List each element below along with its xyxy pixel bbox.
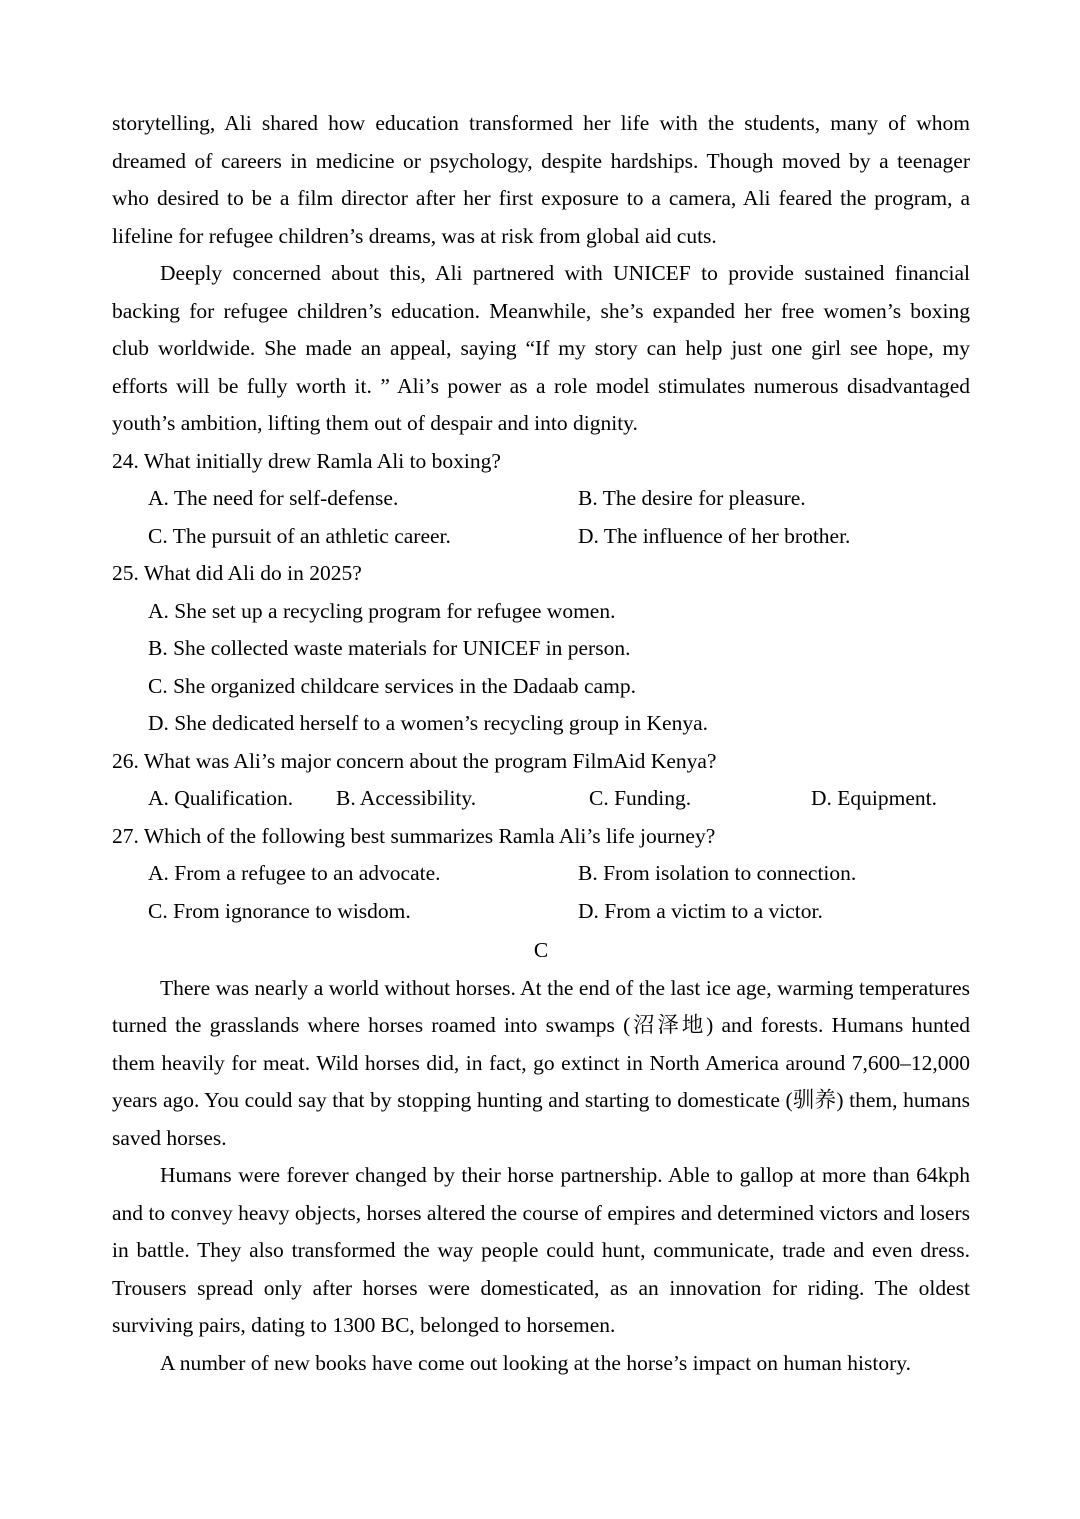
section-c-label: C [533, 938, 549, 962]
question-27-option-b[interactable]: B. From isolation to connection. [578, 861, 857, 885]
question-25 [112, 555, 970, 743]
question-25-stem: 25. What did Ali do in 2025? [112, 561, 362, 585]
question-24-option-c[interactable]: C. The pursuit of an athletic career. [148, 523, 451, 548]
question-24-options-row-1 [112, 480, 970, 518]
question-25-option-c[interactable]: C. She organized childcare services in the Dadaab camp. [148, 673, 636, 698]
question-27-stem: 27. Which of the following best summarizes Ramla Ali’s life journey? [112, 823, 716, 848]
question-26-stem: 26. What was Ali’s major concern about the program FilmAid Kenya? [112, 748, 717, 773]
question-24-option-b[interactable]: B. The desire for pleasure. [578, 486, 806, 510]
question-27 [112, 818, 970, 931]
question-26-option-d[interactable]: D. Equipment. [811, 786, 937, 810]
question-24-option-d[interactable]: D. The influence of her brother. [578, 523, 851, 548]
question-25-option-d[interactable]: D. She dedicated herself to a women’s recycling group in Kenya. [148, 711, 709, 735]
question-24-option-a[interactable]: A. The need for self-defense. [148, 486, 399, 510]
question-25-option-a[interactable]: A. She set up a recycling program for refugee women. [148, 598, 616, 623]
question-26 [112, 743, 970, 818]
section-c-paragraph-1: There was nearly a world without horses. At the end of the last ice age, warming temperatures turned the grasslands where horses roamed into swamps (沼泽地) and forests. Humans hunted them heavily for meat. Wild horses did, in fact, go extinct in North America around 7,600–12,000 years ago. You could say that by stopping hunting and starting to domesticate (驯养) them, humans saved horses. [112, 975, 970, 1150]
paragraph-continuation: storytelling, Ali shared how education transformed her life with the students, many of whom dreamed of careers in medicine or psychology, despite hardships. Though moved by a teenager who desired to be a film director after her first exposure to a camera, Ali feared the program, a lifeline for refugee children’s dreams, was at risk from global aid cuts. [112, 111, 970, 248]
question-24-options-row-2 [112, 518, 970, 556]
question-27-option-c[interactable]: C. From ignorance to wisdom. [148, 898, 411, 923]
question-27-options-row-2 [112, 893, 970, 931]
question-26-option-b[interactable]: B. Accessibility. [336, 786, 477, 810]
question-25-option-b[interactable]: B. She collected waste materials for UNICEF in person. [148, 636, 631, 660]
question-26-option-c[interactable]: C. Funding. [589, 786, 692, 810]
question-24-stem: 24. What initially drew Ramla Ali to boxing? [112, 448, 501, 473]
question-26-options-row [112, 780, 970, 818]
section-c-paragraph-2: Humans were forever changed by their horse partnership. Able to gallop at more than 64kph and to convey heavy objects, horses altered the course of empires and determined victors and losers in battle. They also transformed the way people could hunt, communicate, trade and even dress. Trousers spread only after horses were domesticated, as an innovation for riding. The oldest surviving pairs, dating to 1300 BC, belonged to horsemen. [112, 1163, 970, 1337]
question-27-options-row-1 [112, 855, 970, 893]
question-24 [112, 443, 970, 556]
paragraph-unicef: Deeply concerned about this, Ali partnered with UNICEF to provide sustained financial backing for refugee children’s education. Meanwhile, she’s expanded her free women’s boxing club worldwide. She made an appeal, saying “If my story can help just one girl see hope, my efforts will be fully worth it. ” Ali’s power as a role model stimulates numerous disadvantaged youth’s ambition, lifting them out of despair and into dignity. [112, 261, 970, 435]
section-c-paragraph-3: A number of new books have come out looking at the horse’s impact on human history. [160, 1350, 911, 1375]
question-27-option-a[interactable]: A. From a refugee to an advocate. [148, 861, 441, 885]
question-27-option-d[interactable]: D. From a victim to a victor. [578, 898, 823, 923]
question-26-option-a[interactable]: A. Qualification. [148, 786, 294, 810]
